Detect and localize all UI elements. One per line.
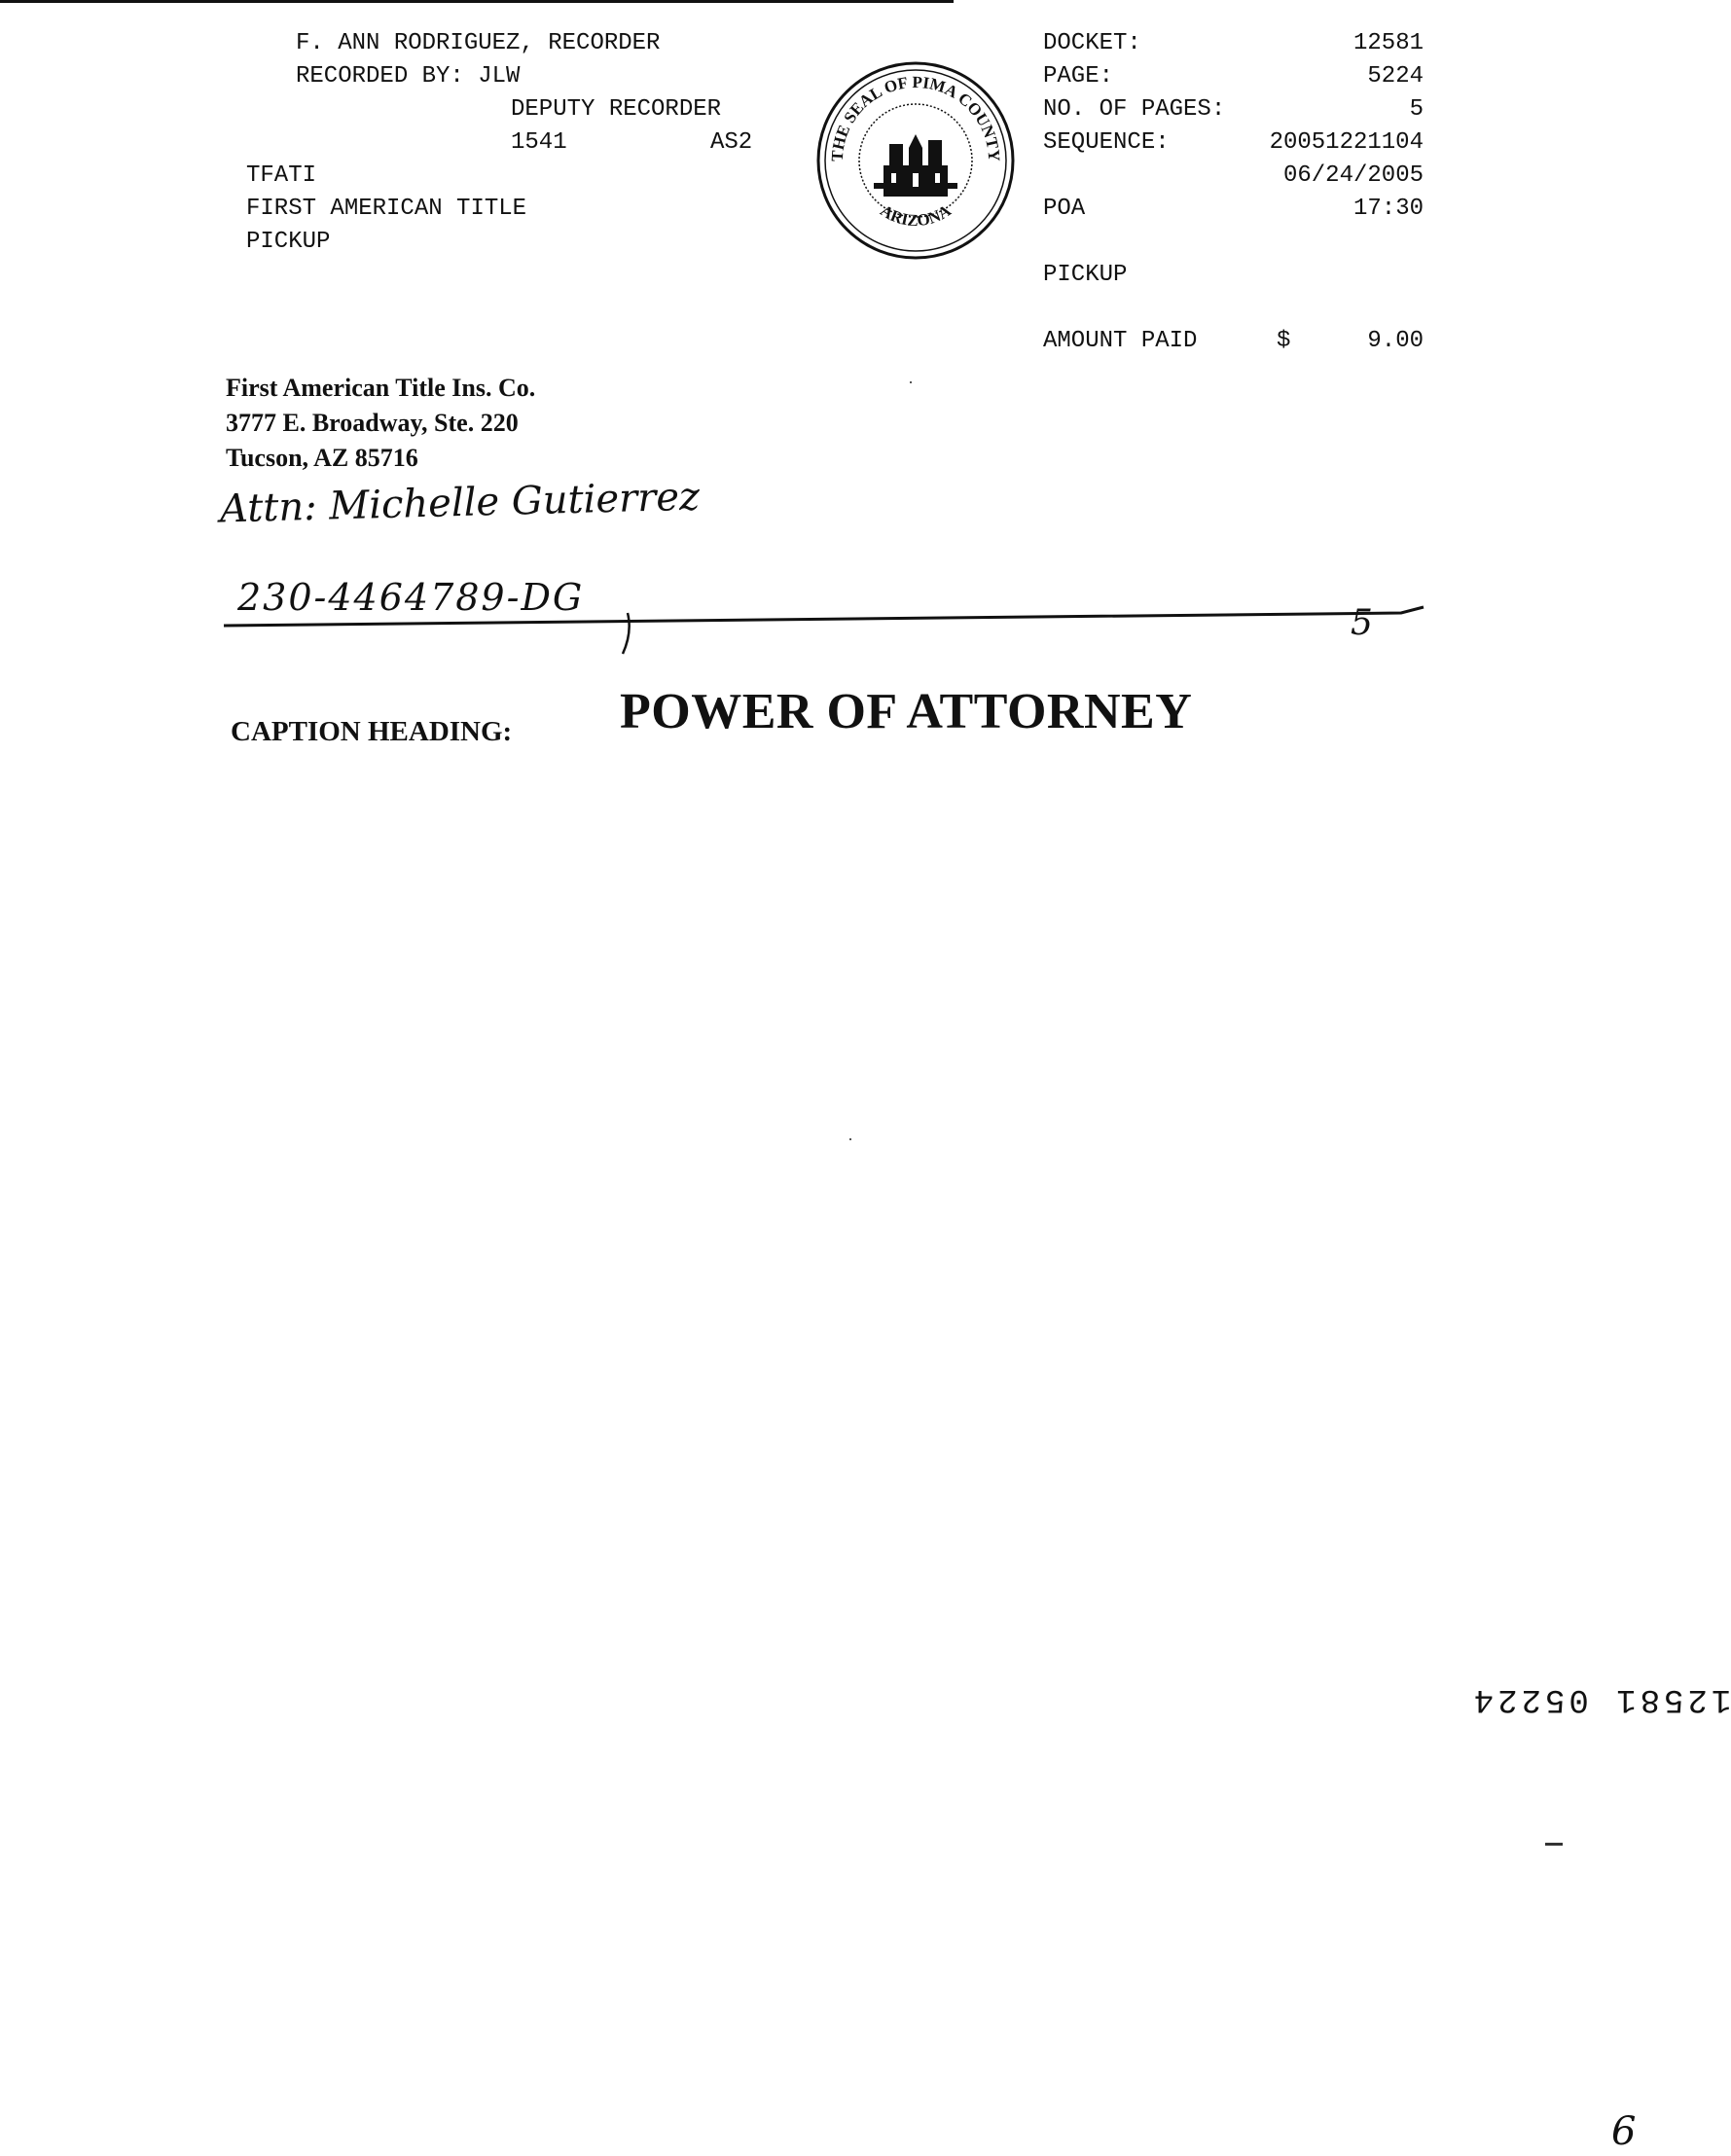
seal-bottom-text: ARIZONA xyxy=(877,200,955,231)
party-line-2: FIRST AMERICAN TITLE xyxy=(246,196,527,222)
page-label: PAGE: xyxy=(1043,63,1114,90)
margin-mark xyxy=(1545,1843,1563,1846)
party-line-3: PICKUP xyxy=(246,229,331,255)
handwritten-file-number: 230-4464789-DG xyxy=(237,576,585,619)
amount-paid-value: 9.00 xyxy=(1367,328,1424,354)
address-line-3: Tucson, AZ 85716 xyxy=(226,444,418,472)
recorder-name: F. ANN RODRIGUEZ, RECORDER xyxy=(296,30,661,56)
record-time: 17:30 xyxy=(1352,196,1424,222)
top-border-line xyxy=(0,0,954,3)
docket-label: DOCKET: xyxy=(1043,30,1141,56)
seal-mission-building-icon xyxy=(874,134,957,197)
address-line-1: First American Title Ins. Co. xyxy=(226,374,536,402)
no-of-pages-value: 5 xyxy=(1409,96,1424,123)
seal-top-text: THE SEAL OF PIMA COUNTY xyxy=(827,72,1004,162)
side-docket-stamp: 12581 05224 xyxy=(1469,1680,1731,1718)
underline-rule xyxy=(219,593,1425,662)
document-title: POWER OF ATTORNEY xyxy=(620,684,1193,739)
sequence-label: SEQUENCE: xyxy=(1043,129,1170,156)
page-value: 5224 xyxy=(1367,63,1424,90)
sequence-value: 20051221104 xyxy=(1269,129,1424,156)
pima-county-seal xyxy=(813,58,1018,263)
address-line-2: 3777 E. Broadway, Ste. 220 xyxy=(226,409,519,437)
pickup-label: PICKUP xyxy=(1043,262,1128,288)
handwritten-page-mark: 5 xyxy=(1351,603,1373,643)
docket-value: 12581 xyxy=(1352,30,1424,56)
recorder-code-right: AS2 xyxy=(710,129,753,156)
scan-speck xyxy=(910,381,912,383)
no-of-pages-label: NO. OF PAGES: xyxy=(1043,96,1226,123)
amount-paid-label: AMOUNT PAID xyxy=(1043,328,1198,354)
party-line-1: TFATI xyxy=(246,162,317,189)
doc-type-label: POA xyxy=(1043,196,1086,222)
deputy-recorder: DEPUTY RECORDER xyxy=(511,96,722,123)
caption-heading-label: CAPTION HEADING: xyxy=(231,716,513,747)
amount-currency: $ xyxy=(1277,328,1291,354)
recorded-by: RECORDED BY: JLW xyxy=(296,63,521,90)
recorder-code-left: 1541 xyxy=(511,129,567,156)
handwritten-attention: Attn: Michelle Gutierrez xyxy=(219,474,701,532)
handwritten-page-number: 6 xyxy=(1611,2109,1637,2154)
record-date: 06/24/2005 xyxy=(1282,162,1424,189)
scan-speck xyxy=(849,1138,851,1140)
